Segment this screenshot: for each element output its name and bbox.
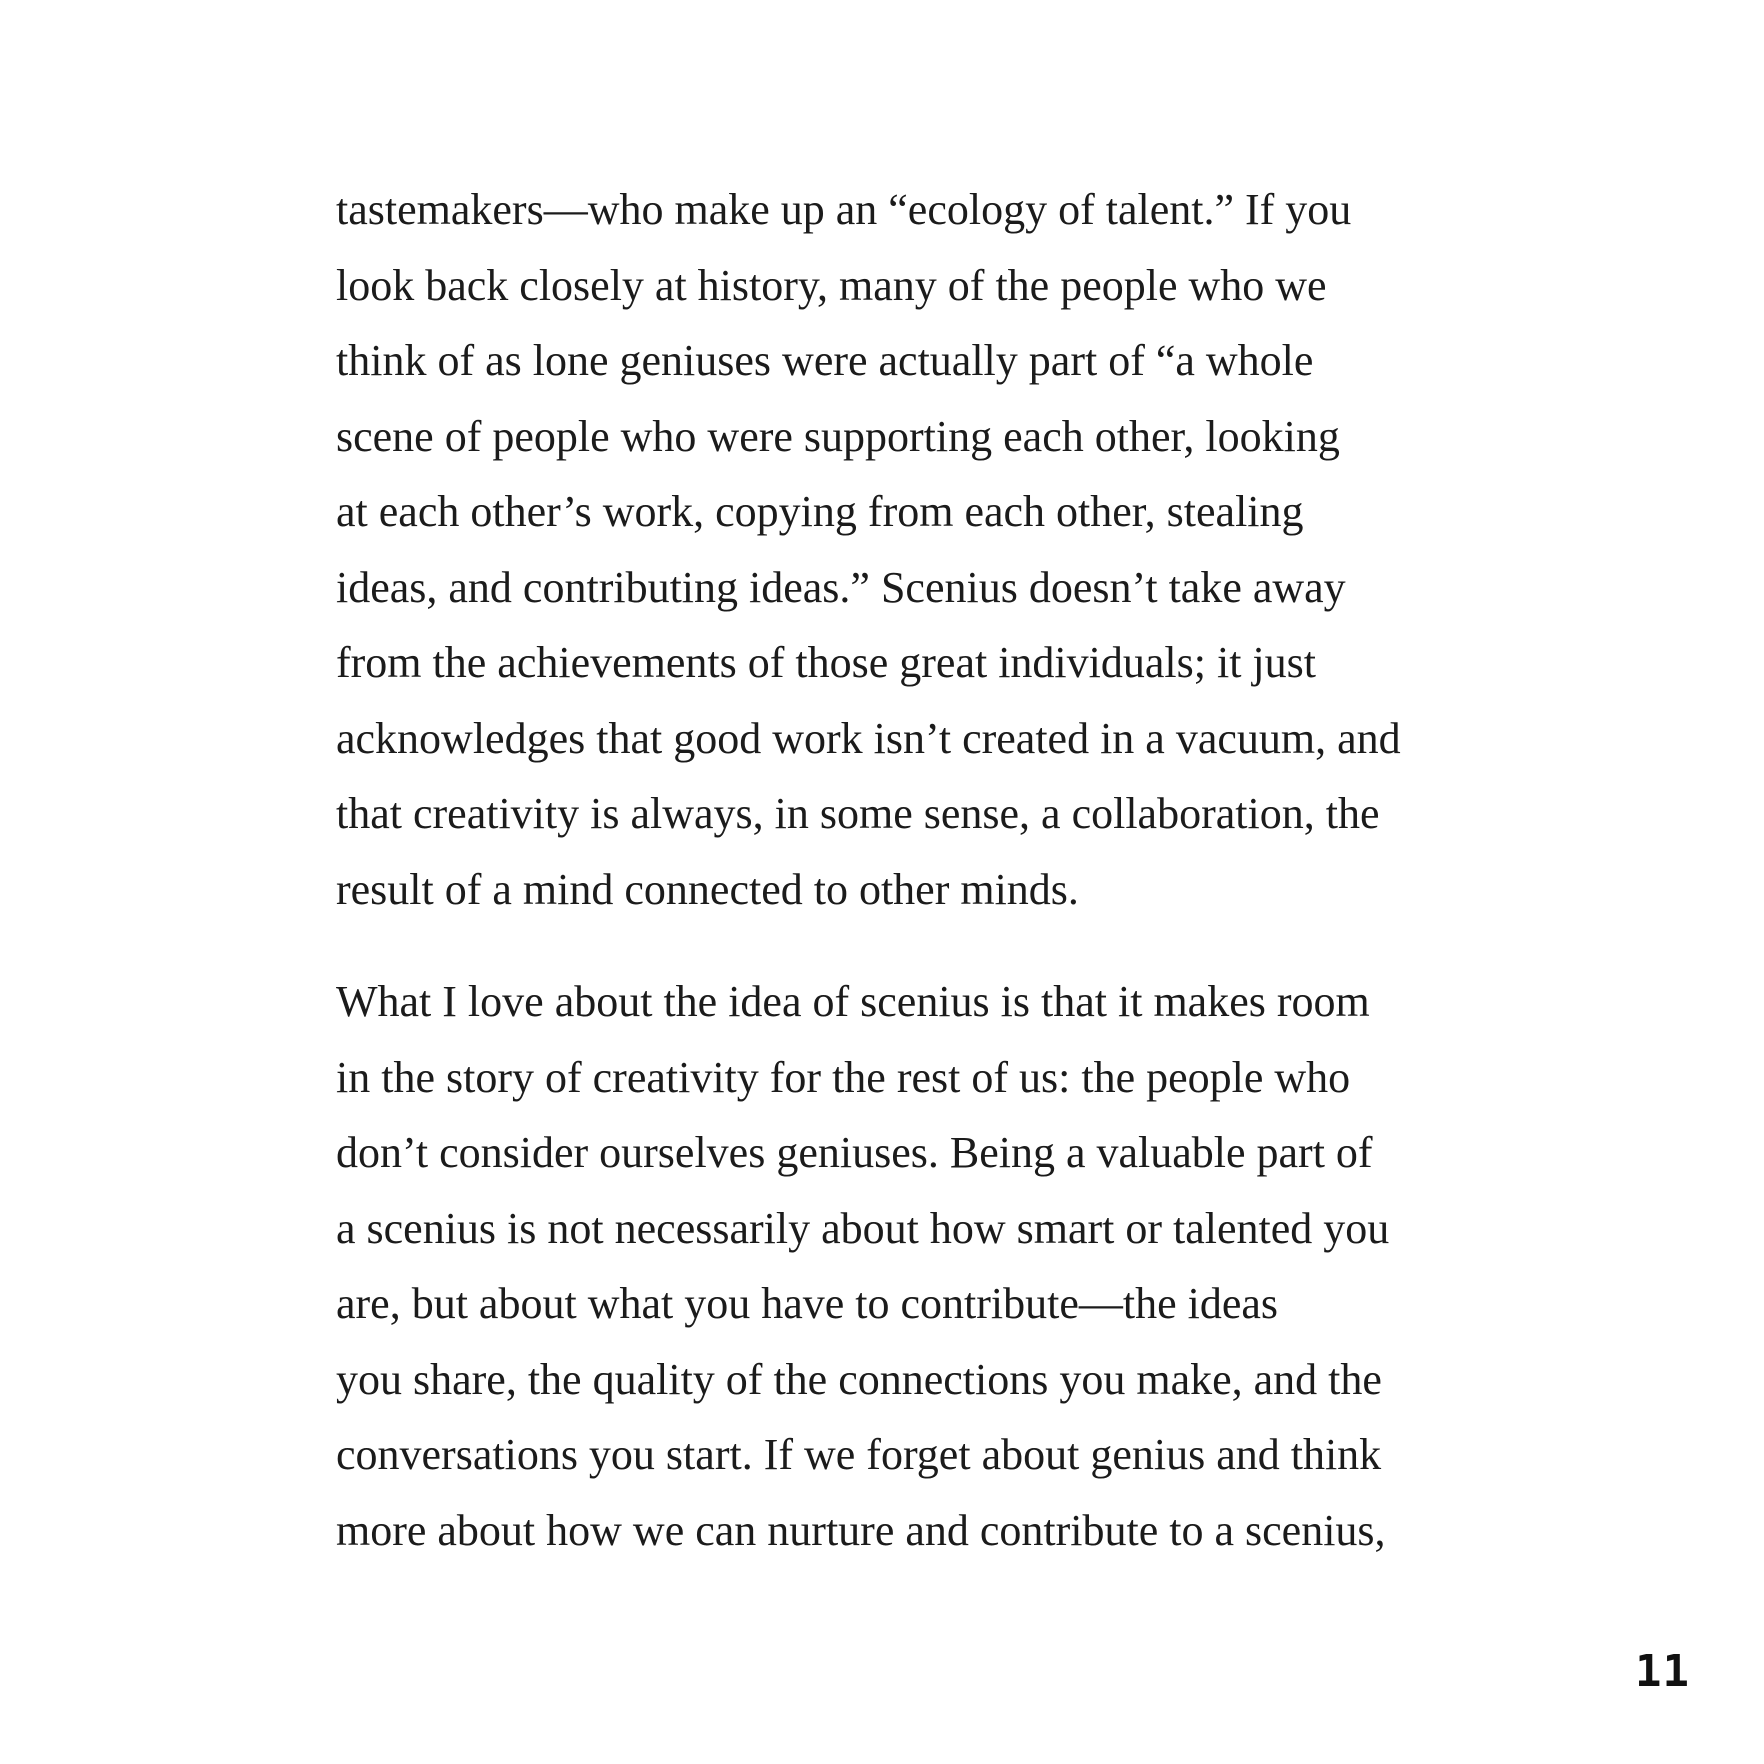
body-text bbox=[336, 172, 1466, 1555]
text-line: ideas, and contributing ideas.” Scenius doesn’t take away bbox=[336, 562, 1346, 612]
page-number: 11 bbox=[1635, 1646, 1690, 1697]
text-line: a scenius is not necessarily about how smart or talented you bbox=[336, 1203, 1390, 1253]
text-line: scene of people who were supporting each other, looking bbox=[336, 411, 1340, 461]
text-line: that creativity is always, in some sense, a collaboration, the bbox=[336, 789, 1380, 838]
text-line: look back closely at history, many of the people who we bbox=[336, 260, 1327, 310]
text-line: more about how we can nurture and contribute to a scenius, bbox=[336, 1505, 1386, 1555]
text-line: tastemakers—who make up an “ecology of talent.” If you bbox=[336, 185, 1352, 234]
paragraph-2 bbox=[336, 964, 1389, 1568]
text-line: are, but about what you have to contribute—the ideas bbox=[336, 1279, 1279, 1328]
text-line: in the story of creativity for the rest of us: the people who bbox=[336, 1052, 1351, 1102]
text-line: at each other’s work, copying from each other, stealing bbox=[336, 487, 1304, 536]
text-line: don’t consider ourselves geniuses. Being a valuable part of bbox=[336, 1128, 1373, 1177]
text-line: What I love about the idea of scenius is that it makes room bbox=[336, 977, 1370, 1026]
text-line: you share, the quality of the connections you make, and the bbox=[336, 1354, 1382, 1404]
text-line: result of a mind connected to other minds. bbox=[336, 864, 1079, 914]
text-line: acknowledges that good work isn’t created in a vacuum, and bbox=[336, 713, 1401, 763]
paragraph-1 bbox=[336, 172, 1466, 927]
text-line: from the achievements of those great individuals; it just bbox=[336, 638, 1316, 687]
text-line: think of as lone geniuses were actually part of “a whole bbox=[336, 336, 1314, 385]
text-line: conversations you start. If we forget about genius and think bbox=[336, 1430, 1382, 1479]
